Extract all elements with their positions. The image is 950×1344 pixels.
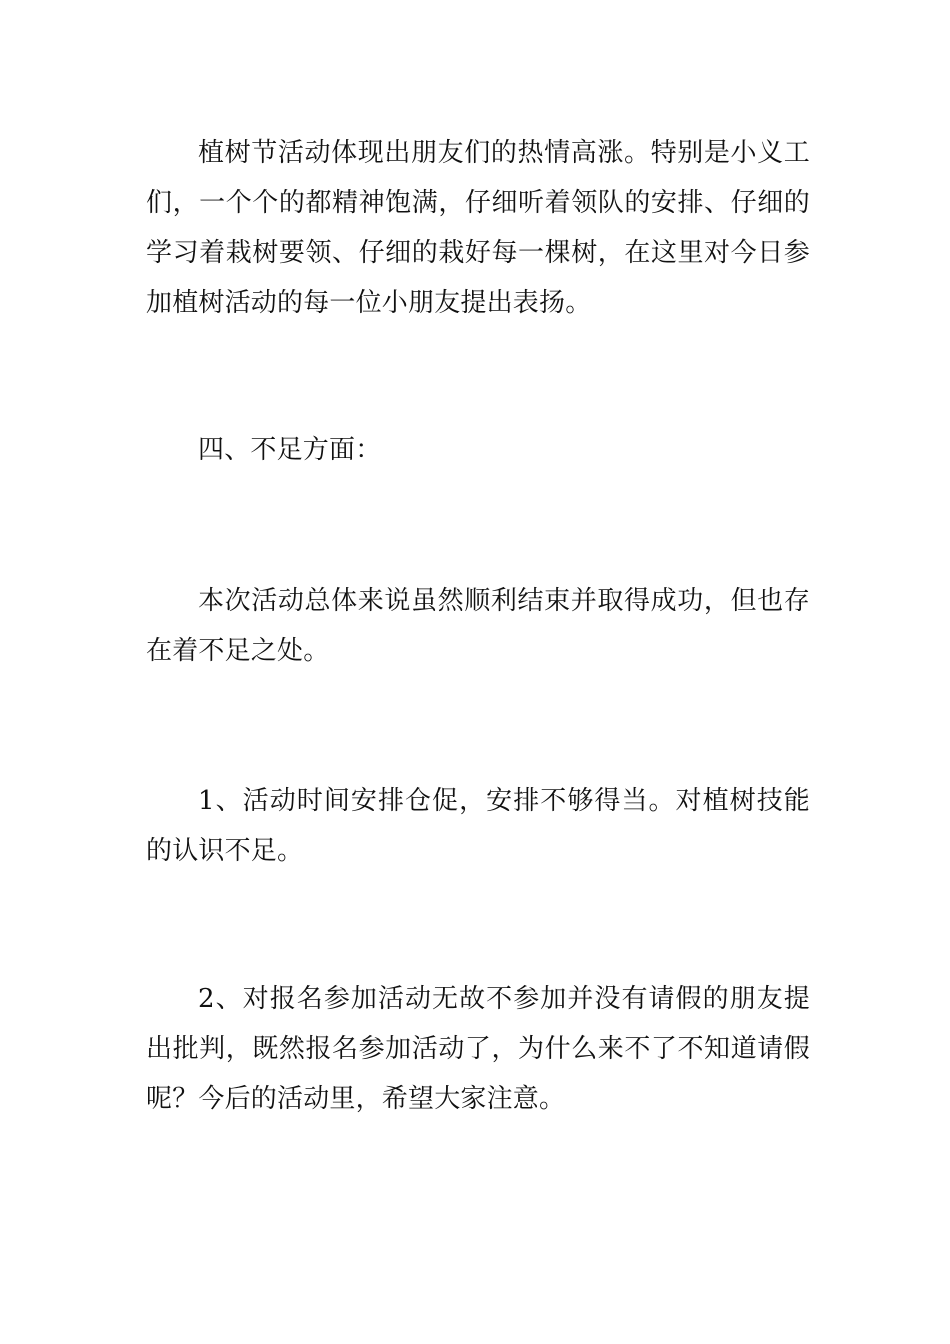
- paragraph-item-1: 1、活动时间安排仓促，安排不够得当。对植树技能的认识不足。: [146, 786, 810, 866]
- paragraph-praise: 植树节活动体现出朋友们的热情高涨。特别是小义工们，一个个的都精神饱满，仔细听着领队的安排、仔细的学习着栽树要领、仔细的栽好每一棵树，在这里对今日参加植树活动的每一位小朋友提出表扬。: [146, 138, 810, 318]
- paragraph-summary: 本次活动总体来说虽然顺利结束并取得成功，但也存在着不足之处。: [146, 586, 810, 666]
- paragraph-item-2: 2、对报名参加活动无故不参加并没有请假的朋友提出批判，既然报名参加活动了，为什么来不了不知道请假呢？今后的活动里，希望大家注意。: [146, 984, 810, 1114]
- section-heading-shortcomings: 四、不足方面：: [198, 435, 382, 465]
